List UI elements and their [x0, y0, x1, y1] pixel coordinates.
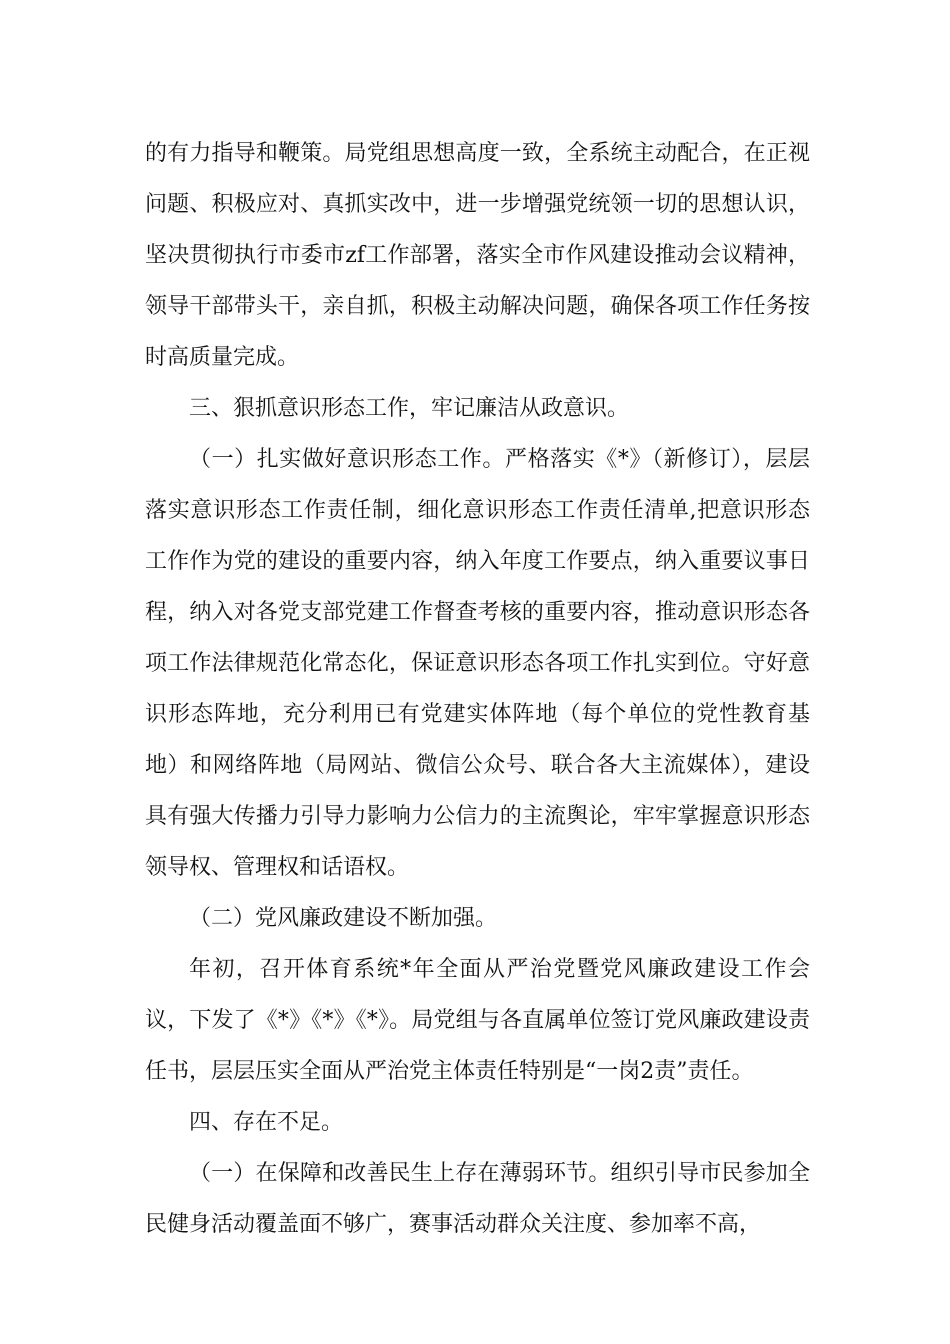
paragraph-ideology-work: （一）扎实做好意识形态工作。严格落实《*》（新修订），层层落实意识形态工作责任制，细化意识形态工作责任清单,把意识形态工作作为党的建设的重要内容，纳入年度工作要点，纳入重要议事日程，纳入对各党支部党建工作督查考核的重要内容，推动意识形态各项工作法律规范化常态化，保证意识形态各项工作扎实到位。守好意识形态阵地，充分利用已有党建实体阵地（每个单位的党性教育基地）和网络阵地（局网站、微信公众号、联合各大主流媒体），建设具有强大传播力引导力影响力公信力的主流舆论，牢牢掌握意识形态领导权、管理权和话语权。	[145, 447, 810, 880]
section-heading-3: 三、狠抓意识形态工作，牢记廉洁从政意识。	[189, 396, 630, 421]
section-heading-4: 四、存在不足。	[189, 1110, 344, 1135]
subheading-integrity: （二）党风廉政建设不断加强。	[189, 906, 498, 931]
paragraph-integrity-meeting: 年初，召开体育系统*年全面从严治党暨党风廉政建设工作会议，下发了《*》《*》《*》。局党组与各直属单位签订党风廉政建设责任书，层层压实全面从严治党主体责任特别是“一岗2责”责任。	[145, 957, 810, 1084]
document-body	[145, 128, 810, 1250]
paragraph-continuation: 的有力指导和鞭策。局党组思想高度一致，全系统主动配合，在正视问题、积极应对、真抓实改中，进一步增强党统领一切的思想认识，坚决贯彻执行市委市zf工作部署，落实全市作风建设推动会议精神，领导干部带头干，亲自抓，积极主动解决问题，确保各项工作任务按时高质量完成。	[145, 141, 810, 370]
paragraph-shortcomings: （一）在保障和改善民生上存在薄弱环节。组织引导市民参加全民健身活动覆盖面不够广，赛事活动群众关注度、参加率不高，	[145, 1161, 810, 1237]
